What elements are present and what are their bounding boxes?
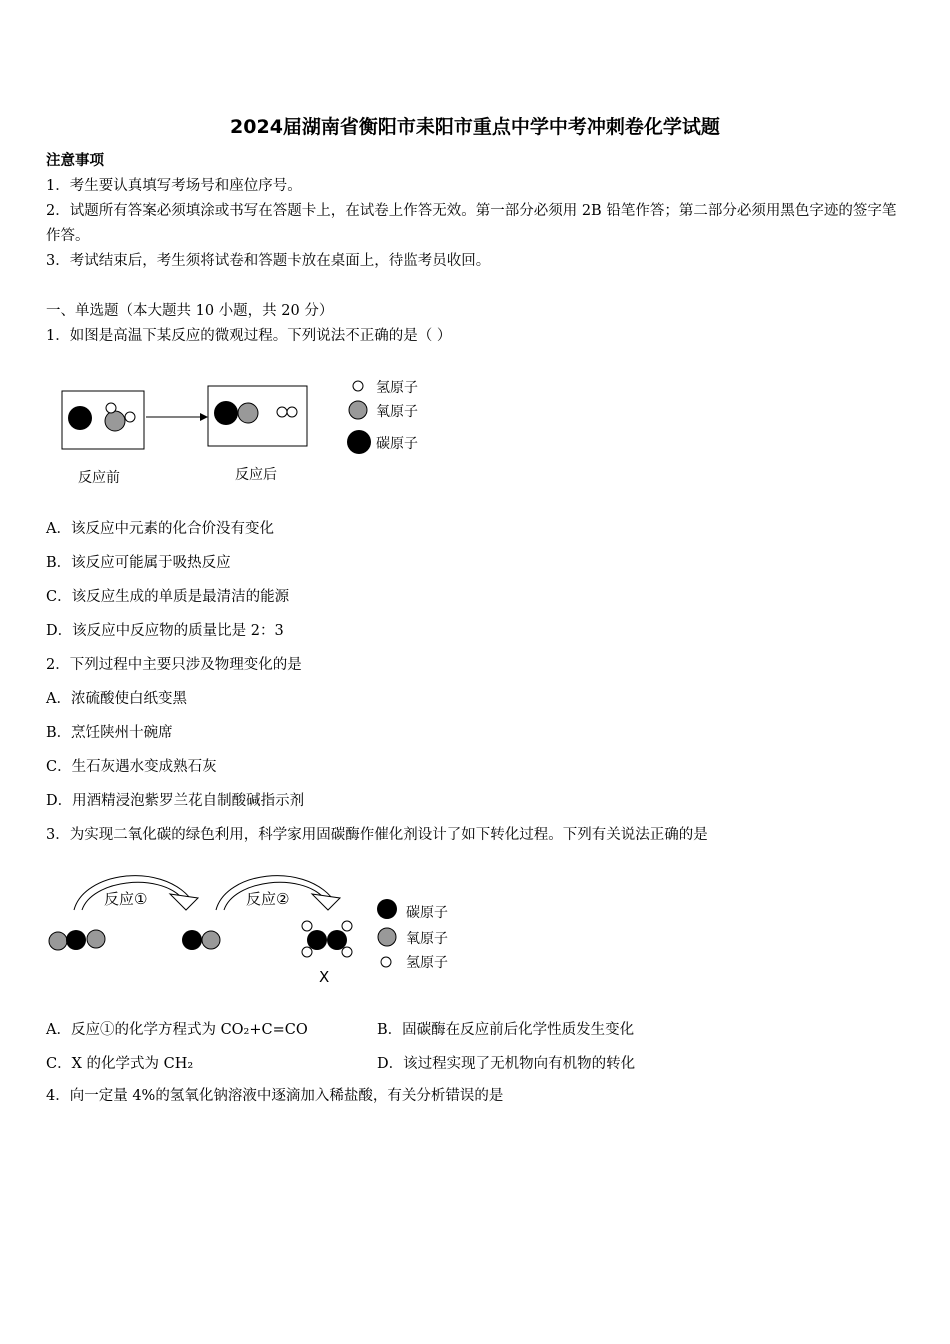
before-label: 反应前 [78,470,120,486]
legend [377,899,448,971]
question-3-stem: 3．为实现二氧化碳的绿色利用，科学家用固碳酶作催化剂设计了如下转化过程。下列有关说法正确的是 [46,827,708,843]
exam-title: 2024届湖南省衡阳市耒阳市重点中学中考冲刺卷化学试题 [230,116,720,138]
question-1-stem: 1．如图是高温下某反应的微观过程。下列说法不正确的是（ ） [46,328,452,344]
question-3-option-b: B．固碳酶在反应前后化学性质发生变化 [377,1022,635,1038]
legend [347,380,418,454]
legend-hydrogen: 氢原子 [406,955,448,971]
after-label: 反应后 [235,467,277,483]
notice-item-1: 1．考生要认真填写考场号和座位序号。 [46,178,302,194]
question-2-option-c: C．生石灰遇水变成熟石灰 [46,759,217,775]
question-1-option-d: D．该反应中反应物的质量比是 2：3 [46,623,284,639]
question-1-option-a: A．该反应中元素的化合价没有变化 [46,521,274,537]
legend-hydrogen: 氢原子 [376,380,418,396]
notice-heading: 注意事项 [46,152,104,169]
question-3-option-d: D．该过程实现了无机物向有机物的转化 [377,1056,636,1072]
reaction-arrow [146,413,208,421]
legend-oxygen: 氧原子 [376,404,418,420]
question-3-option-a: A．反应①的化学方程式为 CO₂+C=CO [46,1022,308,1038]
question-1-option-c: C．该反应生成的单质是最清洁的能源 [46,589,290,605]
question-2-option-b: B．烹饪陕州十碗席 [46,725,173,741]
question-2-option-a: A．浓硫酸使白纸变黑 [46,691,187,707]
reaction-2-label: 反应② [246,890,290,908]
question-2-stem: 2．下列过程中主要只涉及物理变化的是 [46,657,302,673]
question-3-figure [40,862,470,992]
notice-item-2: 2．试题所有答案必须填涂或书写在答题卡上，在试卷上作答无效。第一部分必须用 2B 铅笔作答；第二部分必须用黑色字迹的签字笔作答。 [46,203,897,244]
legend-carbon: 碳原子 [376,436,418,452]
x-label: X [319,968,330,986]
notice-item-3: 3．考试结束后，考生须将试卷和答题卡放在桌面上，待监考员收回。 [46,253,491,269]
molecule-co [182,930,220,950]
before-box [62,391,144,449]
question-1-option-b: B．该反应可能属于吸热反应 [46,555,231,571]
question-1-figure [40,365,460,495]
molecule-x [302,921,352,957]
question-4-stem: 4．向一定量 4%的氢氧化钠溶液中逐滴加入稀盐酸，有关分析错误的是 [46,1088,504,1104]
reaction-1-label: 反应① [104,890,148,908]
question-2-option-d: D．用酒精浸泡紫罗兰花自制酸碱指示剂 [46,793,305,809]
question-3-option-c: C．X 的化学式为 CH₂ [46,1056,194,1072]
after-box [208,386,307,446]
legend-carbon: 碳原子 [406,905,448,921]
molecule-co2 [49,930,105,950]
section-heading: 一、单选题（本大题共 10 小题，共 20 分） [46,303,334,319]
legend-oxygen: 氧原子 [406,931,448,947]
